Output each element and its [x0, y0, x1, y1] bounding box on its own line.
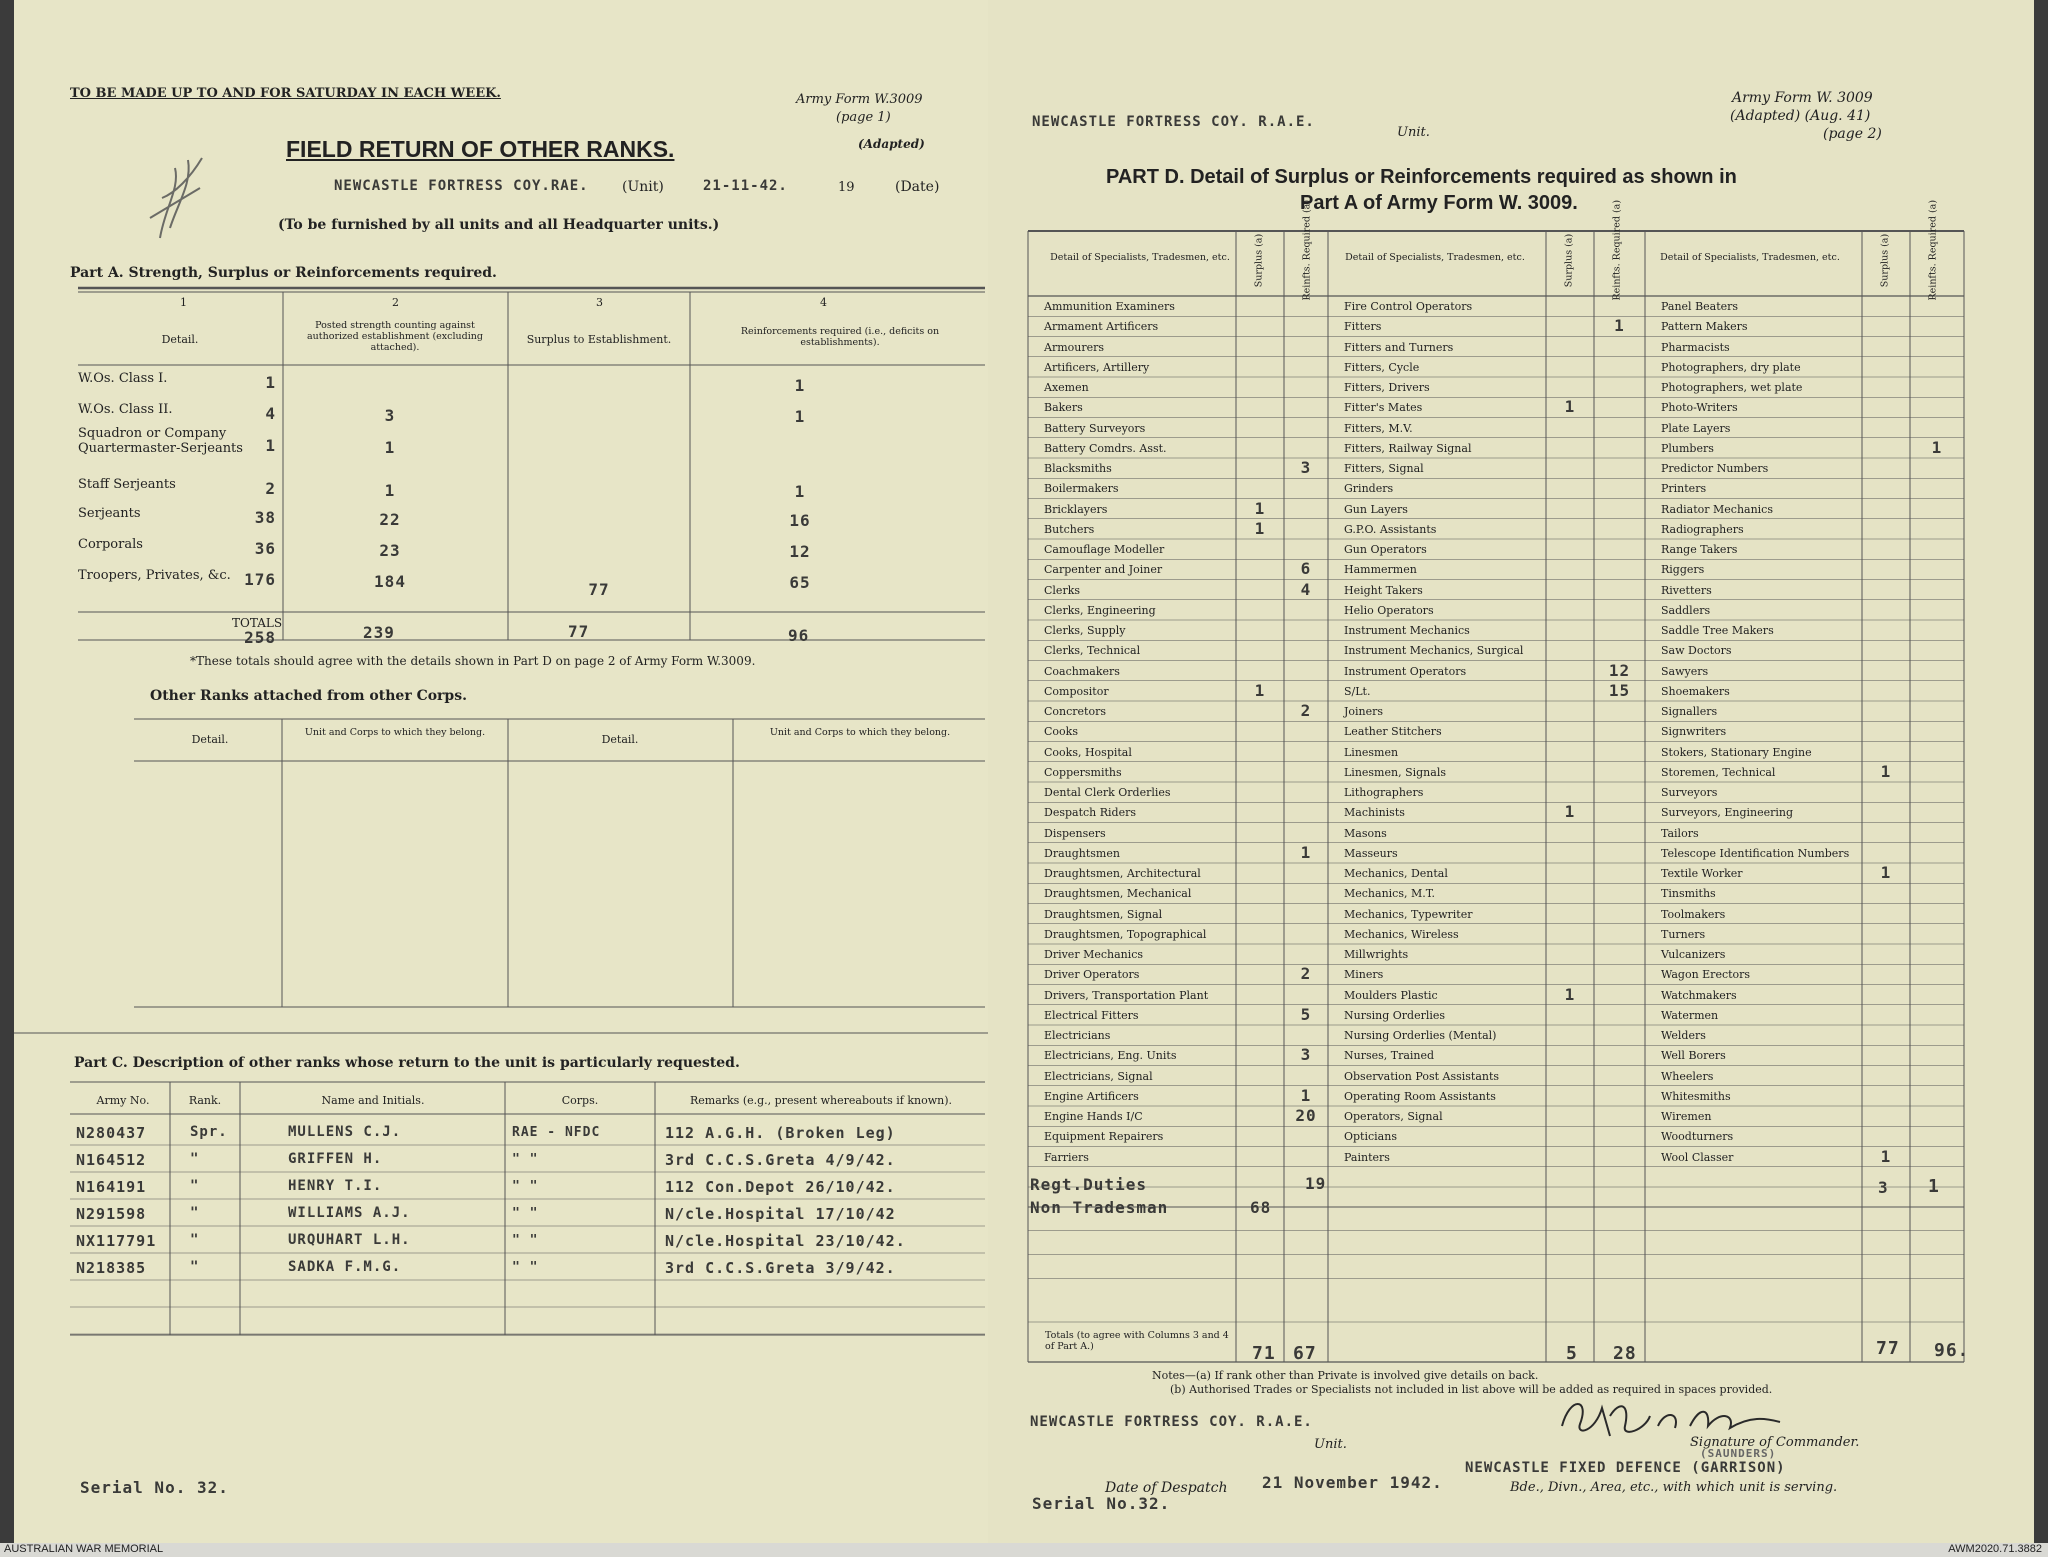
- part-d-row-detail: Nurses, Trained: [1344, 1049, 1435, 1063]
- part-d-row-detail: Instrument Mechanics: [1344, 624, 1470, 637]
- part-d-row-detail: Gun Layers: [1344, 502, 1408, 516]
- part-d-row-detail: Wiremen: [1661, 1110, 1712, 1123]
- part-d-row-detail: Dispensers: [1044, 826, 1106, 840]
- part-d-row-detail: Vulcanizers: [1661, 948, 1726, 961]
- part-d-row-detail: Machinists: [1344, 806, 1405, 820]
- part-d-row-detail: Gun Operators: [1344, 543, 1427, 556]
- footer-right: AWM2020.71.3882: [1948, 1543, 2042, 1555]
- part-d-row-reinf: 4: [1300, 579, 1312, 599]
- part-d-row-detail: Draughtsmen: [1044, 846, 1120, 860]
- part-d-row-reinf: 5: [1300, 1004, 1312, 1024]
- part-c-row-remarks: 3rd C.C.S.Greta 3/9/42.: [665, 1259, 896, 1277]
- part-d-row-detail: Fitters, Railway Signal: [1344, 441, 1472, 455]
- part-d-row-detail: Sawyers: [1661, 664, 1709, 678]
- part-d-row-surplus: 1: [1564, 802, 1576, 822]
- part-d-row-detail: Grinders: [1344, 482, 1394, 496]
- part-d-row-surplus: 1: [1254, 518, 1266, 538]
- part-c-row-name: WILLIAMS A.J.: [288, 1205, 411, 1221]
- part-d-row-detail: Driver Operators: [1044, 968, 1140, 982]
- part-d-row-detail: Electricians, Signal: [1044, 1069, 1153, 1083]
- part-d-row-detail: Masons: [1344, 826, 1387, 840]
- part-d-row-detail: Range Takers: [1661, 543, 1738, 556]
- part-a-row-reinf: 1: [794, 482, 806, 501]
- part-d-row-detail: Moulders Plastic: [1344, 988, 1438, 1002]
- part-d-row-surplus: 1: [1880, 1146, 1892, 1166]
- part-d-row-detail: Farriers: [1044, 1150, 1089, 1164]
- part-d-row-detail: Whitesmiths: [1661, 1089, 1731, 1103]
- right-form-id: Army Form W. 3009: [1732, 90, 1873, 106]
- part-d-row-detail: Electricians: [1044, 1029, 1111, 1042]
- part-c-row-rank: ": [190, 1151, 200, 1167]
- part-a-row-posted: 23: [379, 541, 401, 560]
- part-d-row-detail: Watermen: [1661, 1008, 1719, 1022]
- part-c-row-no: N164191: [76, 1178, 147, 1196]
- part-d-row-detail: Engine Artificers: [1044, 1089, 1139, 1103]
- part-c-row-name: URQUHART L.H.: [288, 1232, 411, 1248]
- part-a-footnote: *These totals should agree with the details shown in Part D on page 2 of Army Form W.3009.: [190, 654, 756, 668]
- part-d-row-detail: Height Takers: [1344, 583, 1423, 597]
- part-d-row-surplus: 1: [1880, 863, 1892, 882]
- part-d-row-detail: Toolmakers: [1661, 907, 1726, 921]
- footer-left: AUSTRALIAN WAR MEMORIAL: [4, 1543, 164, 1555]
- part-d-row-detail: Turners: [1661, 927, 1706, 941]
- part-d-row-detail: Equipment Repairers: [1044, 1130, 1164, 1144]
- part-c-row-corps: " ": [512, 1260, 539, 1275]
- part-d-row-surplus: 1: [1880, 761, 1892, 781]
- part-d-row-reinf: 1: [1300, 842, 1312, 862]
- part-d-row-detail: Millwrights: [1344, 948, 1409, 961]
- part-d-row-detail: Plate Layers: [1661, 421, 1731, 435]
- part-d-row-detail: Blacksmiths: [1044, 462, 1112, 475]
- part-d-row-detail: Radiator Mechanics: [1661, 502, 1773, 516]
- part-b-header-unit-1: Unit and Corps to which they belong.: [304, 727, 486, 738]
- part-a-colnum-3: 3: [596, 296, 603, 309]
- part-a-row-auth: 1: [265, 436, 276, 455]
- part-d-row-detail: Draughtsmen, Architectural: [1044, 867, 1201, 880]
- part-a-row-detail: Squadron or Company Quartermaster-Serjeants: [78, 426, 243, 456]
- part-d-row-detail: Storemen, Technical: [1661, 765, 1776, 779]
- part-d-row-detail: Draughtsmen, Topographical: [1044, 927, 1207, 941]
- part-d-row-detail: Axemen: [1044, 381, 1089, 394]
- part-d-row-detail: Woodturners: [1661, 1130, 1734, 1144]
- part-d-row-detail: Saddlers: [1661, 603, 1711, 617]
- part-d-row-detail: Clerks: [1044, 583, 1081, 597]
- totals-label: TOTALS: [232, 616, 283, 630]
- despatch-label: Date of Despatch: [1105, 1480, 1228, 1496]
- part-d-row-detail: Mechanics, Typewriter: [1344, 907, 1473, 921]
- part-c-row-name: SADKA F.M.G.: [288, 1259, 402, 1275]
- signature-label: Signature of Commander.: [1690, 1435, 1860, 1450]
- part-d-row-detail: Compositor: [1044, 684, 1109, 698]
- part-d-row-reinf: 1: [1614, 316, 1625, 336]
- part-d-row-detail: Operators, Signal: [1344, 1110, 1443, 1123]
- part-d-row-detail: Cooks: [1044, 725, 1078, 739]
- part-c-row-remarks: N/cle.Hospital 23/10/42.: [665, 1232, 906, 1250]
- part-d-row-detail: Battery Surveyors: [1044, 421, 1146, 435]
- part-d-row-reinf: 1: [1931, 437, 1943, 457]
- part-d-row-detail: Signallers: [1661, 705, 1718, 718]
- part-d-row-detail: Dental Clerk Orderlies: [1044, 786, 1171, 799]
- part-d-row-detail: Stokers, Stationary Engine: [1661, 745, 1812, 759]
- part-d-row-detail: Clerks, Technical: [1044, 644, 1141, 658]
- part-d-header-detail-3: Detail of Specialists, Tradesmen, etc.: [1660, 252, 1840, 263]
- total-posted: 239: [363, 623, 395, 642]
- total-auth: 258: [244, 628, 276, 647]
- part-d-row-detail: Instrument Mechanics, Surgical: [1344, 644, 1524, 658]
- part-d-row-detail: Rivetters: [1661, 583, 1712, 597]
- part-d-row-surplus: 1: [1564, 397, 1576, 417]
- part-d-row-detail: Carpenter and Joiner: [1044, 563, 1163, 577]
- part-d-surplus-header-2: Surplus (a): [1563, 233, 1575, 288]
- part-d-row-detail: Bakers: [1044, 401, 1083, 415]
- part-d-totals-label: Totals (to agree with Columns 3 and 4 of Part A.): [1045, 1330, 1229, 1352]
- part-d-row-detail: Armourers: [1044, 340, 1105, 354]
- part-d-row-reinf: 2: [1300, 701, 1312, 720]
- part-d-row-detail: Painters: [1344, 1150, 1390, 1164]
- part-d-row-detail: Nursing Orderlies (Mental): [1344, 1029, 1497, 1042]
- part-d-title-2: Part A of Army Form W. 3009.: [1300, 192, 1578, 214]
- part-c-title: Part C. Description of other ranks whose return to the unit is particularly requested.: [74, 1055, 740, 1071]
- part-a-row-reinf: 16: [789, 511, 811, 530]
- part-c-row-no: N164512: [76, 1151, 147, 1169]
- part-d-row-detail: Riggers: [1661, 563, 1705, 577]
- part-d-row-detail: Panel Beaters: [1661, 300, 1739, 313]
- instruction: (To be furnished by all units and all Headquarter units.): [278, 217, 720, 233]
- part-a-row-auth: 4: [265, 404, 276, 423]
- part-a-row-surplus: 77: [588, 580, 610, 599]
- part-c-row-name: GRIFFEN H.: [288, 1151, 383, 1167]
- part-b-header-unit-2: Unit and Corps to which they belong.: [769, 727, 951, 738]
- part-d-row-detail: Linesmen, Signals: [1344, 765, 1446, 779]
- part-a-row-posted: 1: [384, 481, 396, 500]
- part-d-row-detail: Watchmakers: [1661, 988, 1737, 1002]
- part-d-row-detail: Hammermen: [1344, 563, 1417, 577]
- part-d-row-detail: Signwriters: [1661, 725, 1727, 739]
- part-d-row-detail: Clerks, Supply: [1044, 624, 1126, 637]
- part-d-reinf-header-2: Reinfts. Required (a): [1611, 199, 1623, 301]
- right-form-adapted: (Adapted) (Aug. 41): [1730, 108, 1871, 124]
- part-d-row-detail: Helio Operators: [1344, 603, 1434, 617]
- part-d-row-detail: Bricklayers: [1044, 502, 1108, 516]
- part-d-row-detail: Pharmacists: [1661, 340, 1730, 354]
- part-a-row-auth: 2: [265, 479, 276, 498]
- note-a: Notes—(a) If rank other than Private is involved give details on back.: [1152, 1369, 1539, 1382]
- part-a-header-detail: Detail.: [161, 333, 199, 346]
- part-c-row-corps: RAE - NFDC: [512, 1125, 601, 1140]
- part-a-colnum-2: 2: [392, 296, 399, 309]
- part-a-row-detail: Troopers, Privates, &c.: [78, 568, 231, 583]
- part-c-row-remarks: 112 A.G.H. (Broken Leg): [665, 1124, 896, 1142]
- part-d-row-detail: Photographers, dry plate: [1661, 360, 1801, 374]
- part-d-row-reinf: 20: [1295, 1106, 1317, 1125]
- form-id: Army Form W.3009: [796, 92, 923, 107]
- date-label: (Date): [895, 179, 940, 195]
- part-c-row-no: N280437: [76, 1124, 147, 1142]
- part-d-row-detail: Wheelers: [1661, 1069, 1714, 1083]
- part-a-row-auth: 1: [265, 373, 276, 392]
- part-d-reinf-header-1: Reinfts. Required (a): [1301, 199, 1313, 301]
- part-a-colnum-1: 1: [180, 296, 187, 309]
- part-d-row-reinf: 3: [1300, 458, 1312, 477]
- part-a-row-detail: Corporals: [78, 537, 143, 552]
- total-c2-reinf: 28: [1613, 1343, 1637, 1364]
- part-d-row-detail: Radiographers: [1661, 522, 1744, 536]
- part-a-row-posted: 1: [384, 438, 396, 457]
- unit-value: NEWCASTLE FORTRESS COY.RAE.: [334, 178, 589, 194]
- part-d-surplus-header-1: Surplus (a): [1253, 233, 1265, 288]
- part-d-row-detail: Tinsmiths: [1661, 887, 1716, 901]
- part-d-row-detail: Fitters and Turners: [1344, 340, 1454, 354]
- part-d-row-detail: Surveyors: [1661, 786, 1718, 799]
- part-d-row-detail: Driver Mechanics: [1044, 948, 1144, 961]
- part-a-title: Part A. Strength, Surplus or Reinforcements required.: [70, 265, 497, 281]
- part-d-reinf-header-3: Reinfts. Required (a): [1927, 199, 1939, 301]
- right-form-page: (page 2): [1823, 126, 1882, 142]
- part-d-row-detail: Fitters, M.V.: [1344, 421, 1413, 435]
- part-d-row-detail: Ammunition Examiners: [1044, 300, 1175, 313]
- part-a-row-reinf: 12: [789, 542, 811, 561]
- part-d-row-detail: Clerks, Engineering: [1044, 603, 1156, 617]
- part-a-row-auth: 36: [254, 539, 276, 558]
- part-a-row-detail: Staff Serjeants: [78, 477, 176, 492]
- part-d-row-detail: Artificers, Artillery: [1044, 360, 1150, 374]
- part-d-row-detail: Predictor Numbers: [1661, 462, 1769, 475]
- col3-extra-surplus: 3: [1878, 1178, 1889, 1197]
- part-d-surplus-header-3: Surplus (a): [1879, 233, 1891, 288]
- date-year: 19: [838, 180, 855, 195]
- part-c-row-corps: " ": [512, 1206, 539, 1221]
- extra-row-1-detail: Regt.Duties: [1030, 1175, 1147, 1194]
- part-d-row-detail: Saddle Tree Makers: [1661, 624, 1774, 637]
- total-c3-reinf: 96.: [1934, 1340, 1970, 1361]
- part-d-row-detail: Plumbers: [1661, 441, 1714, 455]
- formation-label: Bde., Divn., Area, etc., with which unit is serving.: [1510, 1480, 1838, 1495]
- part-c-row-rank: ": [190, 1205, 200, 1221]
- part-d-row-detail: Telescope Identification Numbers: [1661, 846, 1850, 860]
- part-d-row-detail: Draughtsmen, Mechanical: [1044, 887, 1192, 901]
- col3-extra-reinf: 1: [1928, 1176, 1940, 1197]
- part-a-row-posted: 184: [374, 572, 406, 591]
- note-b: (b) Authorised Trades or Specialists not included in list above will be added as required in spaces provided.: [1170, 1383, 1773, 1396]
- part-a-row-posted: 22: [379, 510, 401, 529]
- part-c-header-corps: Corps.: [561, 1094, 599, 1107]
- part-d-row-detail: Fitters: [1344, 320, 1382, 334]
- part-d-row-detail: Fitters, Cycle: [1344, 360, 1420, 374]
- part-c-row-no: N291598: [76, 1205, 147, 1223]
- part-d-row-detail: Mechanics, Dental: [1344, 867, 1448, 880]
- form-page: (page 1): [836, 110, 891, 125]
- part-d-row-detail: Drivers, Transportation Plant: [1044, 988, 1209, 1002]
- part-c-row-name: HENRY T.I.: [288, 1178, 383, 1194]
- part-d-row-detail: Coppersmiths: [1044, 765, 1122, 779]
- part-d-row-reinf: 3: [1300, 1045, 1312, 1065]
- part-c-row-name: MULLENS C.J.: [288, 1124, 402, 1140]
- part-a-header-reinf: Reinforcements required (i.e., deficits on establishments).: [740, 326, 940, 348]
- form-adapted: (Adapted): [858, 137, 925, 151]
- part-d-row-detail: Boilermakers: [1044, 482, 1119, 496]
- part-c-row-remarks: 3rd C.C.S.Greta 4/9/42.: [665, 1151, 896, 1169]
- top-instruction: TO BE MADE UP TO AND FOR SATURDAY IN EACH WEEK.: [70, 86, 501, 101]
- part-a-row-auth: 38: [254, 508, 276, 527]
- part-a-header-posted: Posted strength counting against authorized establishment (excluding attached).: [307, 320, 483, 353]
- part-a-row-reinf: 65: [789, 573, 811, 592]
- part-d-row-detail: Lithographers: [1344, 786, 1424, 799]
- total-c1-surplus: 71: [1252, 1343, 1276, 1364]
- part-c-row-no: NX117791: [76, 1232, 157, 1250]
- extra-row-2-surplus: 68: [1250, 1198, 1272, 1217]
- part-c-row-rank: Spr.: [190, 1124, 228, 1140]
- part-b-header-detail-1: Detail.: [191, 733, 229, 746]
- part-b-title: Other Ranks attached from other Corps.: [150, 688, 467, 704]
- part-c-row-remarks: N/cle.Hospital 17/10/42: [665, 1205, 896, 1223]
- part-d-row-detail: Photographers, wet plate: [1661, 381, 1803, 394]
- part-d-row-detail: Electricians, Eng. Units: [1044, 1049, 1177, 1063]
- formation-value: NEWCASTLE FIXED DEFENCE (GARRISON): [1465, 1460, 1786, 1476]
- part-d-row-reinf: 6: [1300, 559, 1312, 579]
- part-d-row-detail: Linesmen: [1344, 745, 1399, 759]
- part-d-row-detail: Wagon Erectors: [1661, 968, 1751, 982]
- part-d-row-surplus: 1: [1254, 498, 1266, 518]
- bottom-unit-label: Unit.: [1314, 1437, 1347, 1452]
- part-c-row-rank: ": [190, 1178, 200, 1194]
- part-b-header-detail-2: Detail.: [601, 733, 639, 746]
- part-c-row-corps: " ": [512, 1179, 539, 1194]
- part-d-row-detail: Instrument Operators: [1344, 664, 1467, 678]
- part-d-row-detail: Despatch Riders: [1044, 806, 1136, 820]
- signature-name: (SAUNDERS): [1700, 1447, 1777, 1460]
- part-d-row-detail: Mechanics, Wireless: [1344, 927, 1459, 941]
- part-d-row-detail: Armament Artificers: [1044, 320, 1159, 334]
- part-d-header-detail-1: Detail of Specialists, Tradesmen, etc.: [1050, 252, 1230, 263]
- part-d-row-detail: Leather Stitchers: [1344, 725, 1442, 739]
- right-unit-label: Unit.: [1397, 125, 1430, 140]
- part-d-row-reinf: 2: [1300, 964, 1312, 984]
- part-d-row-detail: Fitters, Signal: [1344, 462, 1424, 475]
- part-d-row-detail: Textile Worker: [1661, 867, 1743, 880]
- part-d-row-detail: Fitters, Drivers: [1344, 381, 1430, 394]
- part-c-header-remarks: Remarks (e.g., present whereabouts if known).: [689, 1094, 953, 1107]
- part-d-row-detail: Concretors: [1044, 705, 1106, 718]
- part-d-row-detail: Nursing Orderlies: [1344, 1008, 1446, 1022]
- part-d-row-reinf: 1: [1300, 1085, 1312, 1105]
- part-d-row-detail: Surveyors, Engineering: [1661, 806, 1794, 820]
- right-unit-value: NEWCASTLE FORTRESS COY. R.A.E.: [1032, 114, 1315, 130]
- part-a-row-detail: Serjeants: [78, 506, 141, 521]
- part-c-header-rank: Rank.: [188, 1094, 222, 1107]
- part-d-row-detail: G.P.O. Assistants: [1344, 522, 1437, 536]
- part-c-row-remarks: 112 Con.Depot 26/10/42.: [665, 1178, 896, 1196]
- total-c1-reinf: 67: [1293, 1343, 1317, 1364]
- part-d-row-detail: Mechanics, M.T.: [1344, 887, 1435, 901]
- part-c-row-corps: " ": [512, 1233, 539, 1248]
- part-d-row-detail: Coachmakers: [1044, 664, 1120, 678]
- part-d-row-detail: Opticians: [1344, 1130, 1397, 1144]
- part-a-colnum-4: 4: [820, 296, 827, 309]
- unit-label: (Unit): [622, 179, 664, 195]
- part-a-row-reinf: 1: [794, 376, 806, 395]
- date-value: 21-11-42.: [703, 178, 788, 194]
- total-surplus: 77: [568, 622, 590, 641]
- extra-row-2-detail: Non Tradesman: [1030, 1198, 1169, 1217]
- part-d-row-surplus: 1: [1254, 680, 1266, 700]
- bottom-unit-value: NEWCASTLE FORTRESS COY. R.A.E.: [1030, 1414, 1313, 1430]
- part-d-row-reinf: 15: [1608, 680, 1631, 700]
- part-d-row-detail: Masseurs: [1344, 846, 1398, 860]
- part-d-title-1: PART D. Detail of Surplus or Reinforcements required as shown in: [1106, 166, 1737, 188]
- form-title: FIELD RETURN OF OTHER RANKS.: [286, 136, 675, 162]
- left-serial: Serial No. 32.: [80, 1478, 229, 1497]
- part-c-row-rank: ": [190, 1232, 200, 1248]
- despatch-value: 21 November 1942.: [1262, 1473, 1443, 1492]
- part-d-row-reinf: 12: [1608, 660, 1631, 680]
- part-d-row-detail: Fire Control Operators: [1344, 300, 1473, 313]
- part-d-row-detail: Wool Classer: [1661, 1150, 1734, 1164]
- part-a-row-auth: 176: [244, 570, 276, 589]
- part-d-row-detail: Draughtsmen, Signal: [1044, 907, 1163, 921]
- part-d-row-detail: Pattern Makers: [1661, 320, 1748, 334]
- part-d-row-detail: Tailors: [1661, 826, 1699, 840]
- part-d-row-detail: Shoemakers: [1661, 684, 1730, 698]
- part-c-row-rank: ": [190, 1259, 200, 1275]
- part-d-row-detail: Electrical Fitters: [1044, 1008, 1139, 1022]
- part-d-row-detail: Engine Hands I/C: [1044, 1110, 1143, 1123]
- part-c-row-no: N218385: [76, 1259, 147, 1277]
- part-d-row-detail: Printers: [1661, 482, 1707, 496]
- part-d-row-detail: Well Borers: [1661, 1049, 1726, 1063]
- total-reinf: 96: [788, 626, 810, 645]
- part-d-header-detail-2: Detail of Specialists, Tradesmen, etc.: [1345, 252, 1525, 263]
- part-d-row-detail: Battery Comdrs. Asst.: [1044, 441, 1167, 455]
- total-c2-surplus: 5: [1566, 1343, 1578, 1364]
- part-d-row-detail: Camouflage Modeller: [1044, 543, 1165, 556]
- part-d-row-detail: Butchers: [1044, 522, 1095, 536]
- part-d-row-detail: Fitter's Mates: [1344, 401, 1423, 415]
- part-d-row-detail: Photo-Writers: [1661, 401, 1738, 415]
- part-d-row-detail: Saw Doctors: [1661, 644, 1732, 658]
- part-a-row-posted: 3: [384, 406, 396, 425]
- part-d-row-detail: Operating Room Assistants: [1344, 1089, 1496, 1103]
- part-a-row-reinf: 1: [794, 407, 806, 426]
- extra-row-1-reinf: 19: [1305, 1174, 1327, 1193]
- part-c-row-corps: " ": [512, 1152, 539, 1167]
- part-a-row-detail: W.Os. Class I.: [78, 371, 168, 386]
- part-c-header-no: Army No.: [96, 1094, 150, 1107]
- right-serial: Serial No.32.: [1032, 1494, 1171, 1513]
- part-d-row-detail: Welders: [1661, 1029, 1706, 1042]
- part-d-row-detail: Miners: [1344, 968, 1384, 982]
- total-c3-surplus: 77: [1876, 1338, 1900, 1359]
- part-a-row-detail: W.Os. Class II.: [78, 402, 173, 417]
- part-d-row-surplus: 1: [1564, 984, 1576, 1004]
- part-d-row-detail: S/Lt.: [1344, 684, 1371, 698]
- part-a-header-surplus: Surplus to Establishment.: [526, 333, 672, 346]
- part-d-row-detail: Observation Post Assistants: [1344, 1069, 1500, 1083]
- part-d-row-detail: Cooks, Hospital: [1044, 745, 1132, 759]
- part-c-header-name: Name and Initials.: [321, 1094, 425, 1107]
- footer-strip: [0, 1543, 2048, 1557]
- part-d-row-detail: Joiners: [1344, 705, 1384, 718]
